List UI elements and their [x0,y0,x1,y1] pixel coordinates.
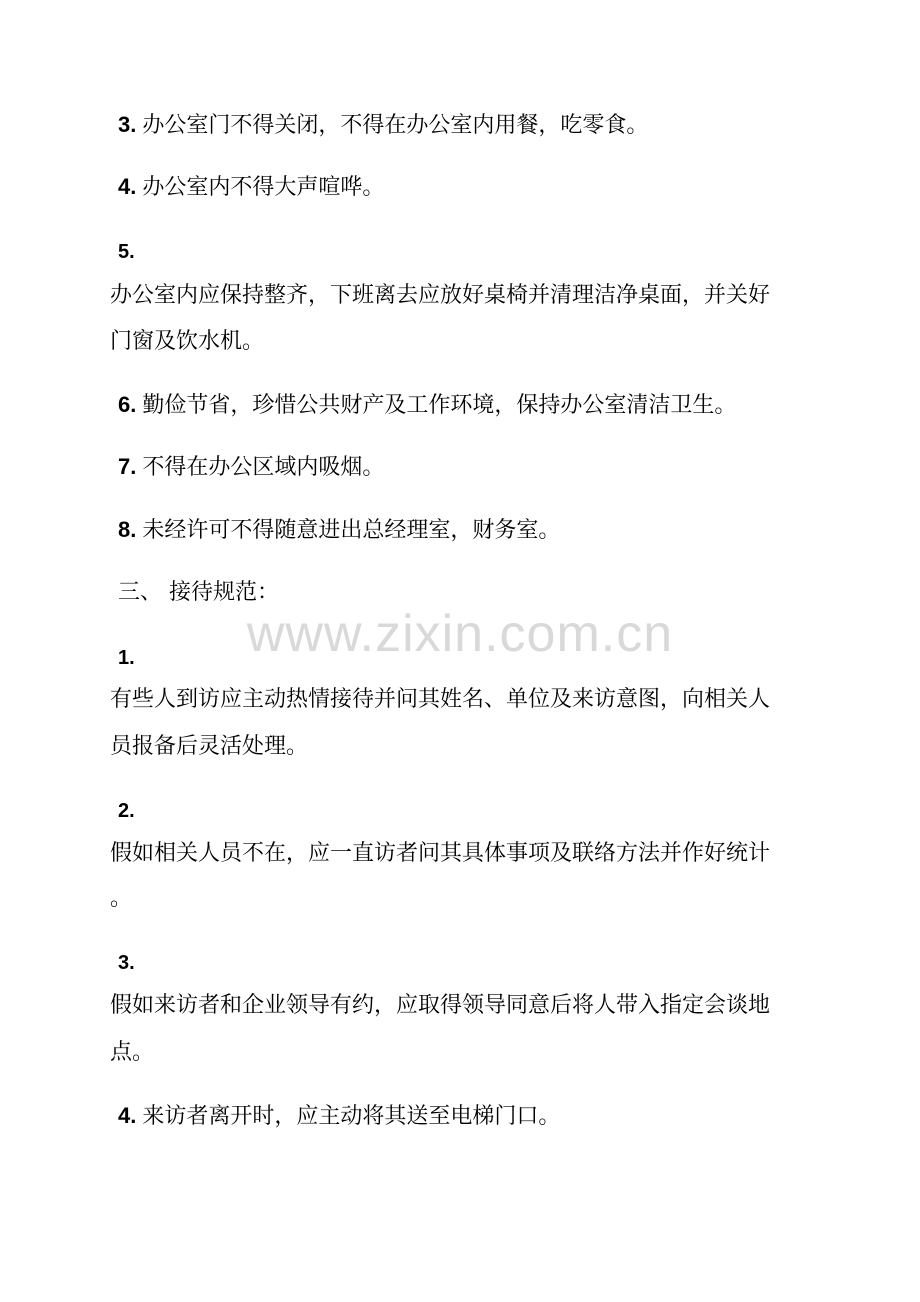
rule-item-8 [110,515,820,546]
reception-item-2-line-1: 假如相关人员不在，应一直访者问其具体事项及联络方法并作好统计 [110,841,771,866]
rule-item-3 [110,110,820,141]
item-number: 3. [118,112,137,137]
item-text: 不得在办公区域内吸烟。 [142,455,385,480]
item-number: 7. [118,454,137,479]
reception-item-3-line-1: 假如来访者和企业领导有约，应取得领导同意后将人带入指定会谈地 [110,993,771,1018]
item-text: 办公室内不得大声喧哗。 [142,175,385,200]
reception-item-3-line-2: 点。 [110,1040,155,1065]
item-number: 4. [118,174,137,199]
rule-item-4 [110,172,820,203]
rule-item-6 [110,390,820,421]
item-text: 未经许可不得随意进出总经理室，财务室。 [142,518,561,543]
rule-item-7 [110,452,820,483]
item-number: 6. [118,392,137,417]
reception-item-1-line-1: 有些人到访应主动热情接待并问其姓名、单位及来访意图，向相关人 [110,687,771,712]
item-number: 4. [118,1103,137,1128]
reception-item-1-line-2: 员报备后灵活处理。 [110,734,309,759]
rule-item-5-line-2: 门窗及饮水机。 [110,329,265,354]
reception-item-1-number: 1. [118,647,135,669]
reception-item-4 [110,1101,820,1132]
watermark: www.zixin.com.cn [246,605,674,663]
section-heading: 三、 接待规范： [118,580,279,605]
reception-item-2-line-2: 。 [110,886,133,911]
rule-item-5-line-1: 办公室内应保持整齐，下班离去应放好桌椅并清理洁净桌面，并关好 [110,283,771,308]
item-text: 来访者离开时，应主动将其送至电梯门口。 [142,1104,561,1129]
reception-item-3-number: 3. [118,952,135,974]
item-number: 8. [118,517,137,542]
item-text: 办公室门不得关闭，不得在办公室内用餐，吃零食。 [142,113,649,138]
rule-item-5-number: 5. [118,241,135,263]
item-text: 勤俭节省，珍惜公共财产及工作环境，保持办公室清洁卫生。 [142,393,737,418]
reception-item-2-number: 2. [118,800,135,822]
